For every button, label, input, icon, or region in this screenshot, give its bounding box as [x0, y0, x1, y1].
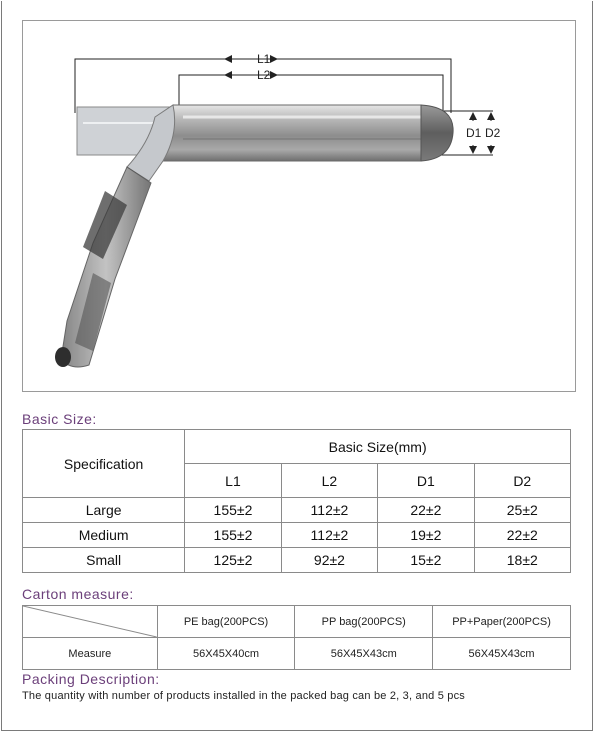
- packing-description-title: Packing Description:: [22, 671, 160, 687]
- table-cell: 112±2: [281, 498, 377, 523]
- column-header-d2: D2: [474, 464, 570, 498]
- carton-measure-title: Carton measure:: [22, 586, 134, 602]
- carton-measure-table: [22, 605, 571, 670]
- column-header-l2: L2: [281, 464, 377, 498]
- column-header-pp-bag: PP bag(200PCS): [295, 606, 433, 638]
- packing-description-text: The quantity with number of products installed in the packed bag can be 2, 3, and 5 pcs: [22, 690, 465, 702]
- table-cell: 56X45X40cm: [157, 638, 295, 670]
- table-cell: 56X45X43cm: [433, 638, 571, 670]
- basic-size-group-header: Basic Size(mm): [185, 430, 571, 464]
- specification-header: Specification: [23, 430, 185, 498]
- table-cell: 155±2: [185, 498, 281, 523]
- row-label: Small: [23, 548, 185, 573]
- d2-label: D2: [485, 126, 501, 140]
- diagonal-line: [23, 606, 157, 637]
- row-label: Measure: [23, 638, 158, 670]
- table-cell: 18±2: [474, 548, 570, 573]
- table-cell: 22±2: [378, 498, 474, 523]
- basic-size-table: [22, 429, 571, 573]
- table-header-row: [23, 430, 571, 464]
- table-cell: 15±2: [378, 548, 474, 573]
- column-header-d1: D1: [378, 464, 474, 498]
- l2-label: L2: [257, 68, 271, 82]
- table-row: [23, 523, 571, 548]
- table-cell: 155±2: [185, 523, 281, 548]
- table-cell: 125±2: [185, 548, 281, 573]
- d1-label: D1: [466, 126, 482, 140]
- table-cell: 56X45X43cm: [295, 638, 433, 670]
- basic-size-title: Basic Size:: [22, 411, 97, 427]
- table-cell: 92±2: [281, 548, 377, 573]
- table-header-row: [23, 606, 571, 638]
- l1-label: L1: [257, 52, 271, 66]
- table-cell: 25±2: [474, 498, 570, 523]
- table-row: [23, 638, 571, 670]
- table-row: [23, 498, 571, 523]
- row-label: Large: [23, 498, 185, 523]
- speculum-diagram: [23, 21, 577, 393]
- diagonal-header-cell: [23, 606, 158, 638]
- speculum-body: [55, 105, 453, 367]
- product-image-panel: [22, 20, 576, 392]
- table-cell: 19±2: [378, 523, 474, 548]
- table-cell: 112±2: [281, 523, 377, 548]
- table-row: [23, 548, 571, 573]
- column-header-pe-bag: PE bag(200PCS): [157, 606, 295, 638]
- column-header-pp-paper: PP+Paper(200PCS): [433, 606, 571, 638]
- row-label: Medium: [23, 523, 185, 548]
- column-header-l1: L1: [185, 464, 281, 498]
- table-cell: 22±2: [474, 523, 570, 548]
